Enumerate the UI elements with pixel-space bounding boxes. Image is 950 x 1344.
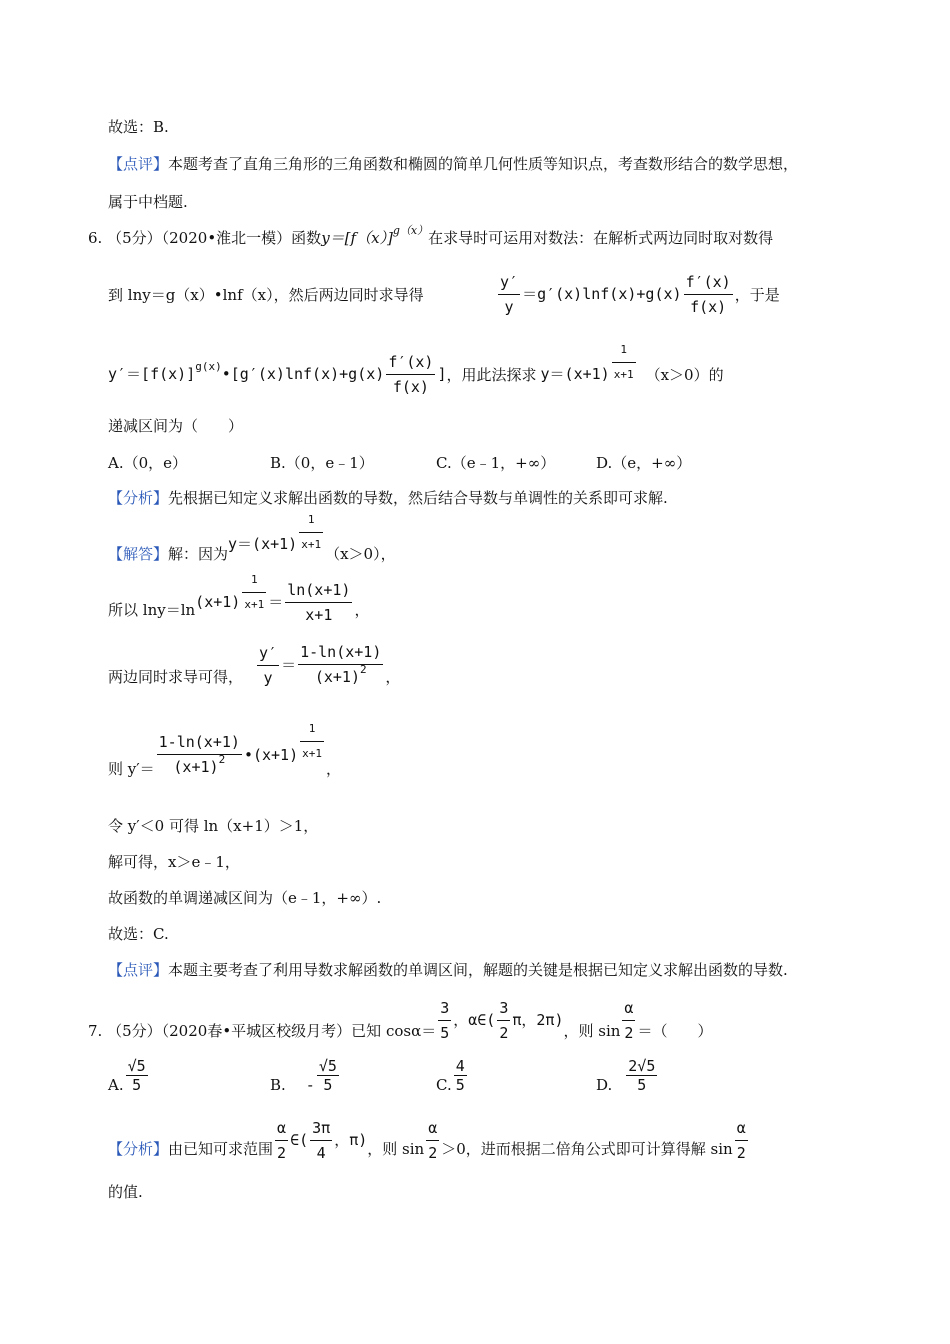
prev-review: 【点评】本题考查了直角三角形的三角函数和椭圆的简单几何性质等知识点，考查数形结合的数学思想，: [108, 155, 799, 173]
half-angle: $\frac{\alpha}{2}$: [620, 996, 637, 1045]
q6-line4: 递减区间为（ ）: [108, 417, 244, 435]
q7-option-c-value: $\frac{4}{5}$: [455, 1056, 465, 1094]
derivative-final: $\frac{1-\ln(x+1)}{(x+1)^2}$ •(x+1) $\frac{1}{x+1}$: [155, 730, 326, 781]
q6-option-c[interactable]: C.（e﹣1，+∞）: [436, 454, 556, 472]
q7-analysis: 【分析】由已知可求范围 $\frac{\alpha}{2}$ ∈( $\frac{3\pi}{4}$ ，π)，则 sin $\frac{\alpha}{2}$ ＞0，进而根据二倍角公式即可计算得解 sin $\frac{\alpha}{2}$: [108, 1116, 750, 1165]
solution-tag: 【解答】: [108, 544, 169, 563]
cos-formula: $\frac{3}{5}$ ，α∈( $\frac{3}{2}$ π，2π): [436, 996, 563, 1045]
prev-review-cont: 属于中档题.: [108, 193, 188, 211]
review-tag: 【点评】: [108, 155, 169, 173]
q7-option-d-value: $\frac{2√5}{5}$: [628, 1056, 656, 1094]
q7-option-a[interactable]: A. $\frac{√5}{5}$: [108, 1056, 146, 1094]
q6-step6: 故函数的单调递减区间为（e﹣1，+∞）.: [108, 889, 382, 907]
given-function: y＝(x+1) $\frac{1}{x+1}$: [228, 520, 325, 569]
q6-step3: 则 y′＝ $\frac{1-\ln(x+1)}{(x+1)^2}$ •(x+1) $\frac{1}{x+1}$ ，: [108, 730, 341, 781]
q6-option-d[interactable]: D.（e，+∞）: [596, 454, 692, 472]
q7-option-b-value: -: [305, 1076, 315, 1094]
prev-answer: 故选：B.: [108, 118, 169, 136]
q7-option-b[interactable]: B. - $\frac{√5}{5}$: [270, 1056, 337, 1094]
q6-line2: 到 lny＝g（x）•lnf（x），然后两边同时求导得 $\frac{y'}{y}$ ＝g′(x)lnf(x)+g(x) $\frac{f'(x)}{f(x)}$ ，于是: [108, 270, 780, 319]
q6-review: 【点评】本题主要考查了利用导数求解函数的单调区间，解题的关键是根据已知定义求解出函数的导数.: [108, 961, 788, 979]
q6-option-b[interactable]: B.（0，e﹣1）: [270, 454, 374, 472]
target-function: y＝(x+1) $\frac{1}{x+1}$: [541, 350, 638, 399]
derivative-result-formula: $y'=[f(x)]^{g(x)}•[g'(x)\ln f(x)+g(x)$ $\frac{f'(x)}{f(x)}$ ]: [108, 350, 447, 399]
q7-analysis-cont: 的值.: [108, 1183, 143, 1201]
derivative-eq: $\frac{y'}{y}$ ＝ $\frac{1-\ln(x+1)}{(x+1)^2}$: [255, 640, 385, 691]
analysis-tag: 【分析】: [108, 1139, 169, 1158]
review-tag: 【点评】: [108, 961, 169, 979]
analysis-tag: 【分析】: [108, 489, 169, 507]
derivative-formula: $\frac{y'}{y}$ ＝g′(x)lnf(x)+g(x) $\frac{f'(x)}{f(x)}$: [496, 270, 735, 319]
q6-step5: 解可得，x＞e﹣1，: [108, 853, 240, 871]
range-formula: $\frac{\alpha}{2}$ ∈( $\frac{3\pi}{4}$ ，π): [273, 1116, 367, 1165]
q6-step1: 所以 lny＝ln(x+1) $\frac{1}{x+1}$ ＝ $\frac{\ln(x+1)}{x+1}$ ，: [108, 578, 369, 627]
q6-header: 6. （5分）（2020•淮北一模）函数$y=[f(x)]^{g(x)}$在求导时可运用对数法：在解析式两边同时取对数得: [88, 224, 774, 247]
q6-solution: 【解答】解：因为y＝(x+1) $\frac{1}{x+1}$ （x＞0），: [108, 520, 396, 569]
q7-option-c[interactable]: C. $\frac{4}{5}$: [436, 1056, 465, 1094]
q6-line3: $y'=[f(x)]^{g(x)}•[g'(x)\ln f(x)+g(x)$ $\frac{f'(x)}{f(x)}$ ]，用此法探求 y＝(x+1) $\frac{1}{x+1}$ （x＞0）的: [108, 350, 724, 399]
q6-analysis: 【分析】先根据已知定义求解出函数的导数，然后结合导数与单调性的关系即可求解.: [108, 489, 668, 507]
log-formula: (x+1) $\frac{1}{x+1}$ ＝ $\frac{\ln(x+1)}{x+1}$: [195, 578, 354, 627]
q6-step2: 两边同时求导可得， $\frac{y'}{y}$ ＝ $\frac{1-\ln(x+1)}{(x+1)^2}$ ，: [108, 640, 400, 691]
q7-option-a-value: $\frac{√5}{5}$: [127, 1056, 146, 1094]
q7-header: 7. （5分）（2020春•平城区校级月考）已知 cosα＝ $\frac{3}{5}$ ，α∈( $\frac{3}{2}$ π，2π)，则 sin $\frac{\alpha}{2}$ ＝（ ）: [88, 996, 712, 1045]
q6-step4: 令 y′＜0 可得 ln（x+1）＞1，: [108, 817, 319, 835]
q6-option-a[interactable]: A.（0，e）: [108, 454, 188, 472]
q7-option-d[interactable]: D. $\frac{2√5}{5}$: [596, 1056, 656, 1094]
q6-answer: 故选：C.: [108, 925, 169, 943]
